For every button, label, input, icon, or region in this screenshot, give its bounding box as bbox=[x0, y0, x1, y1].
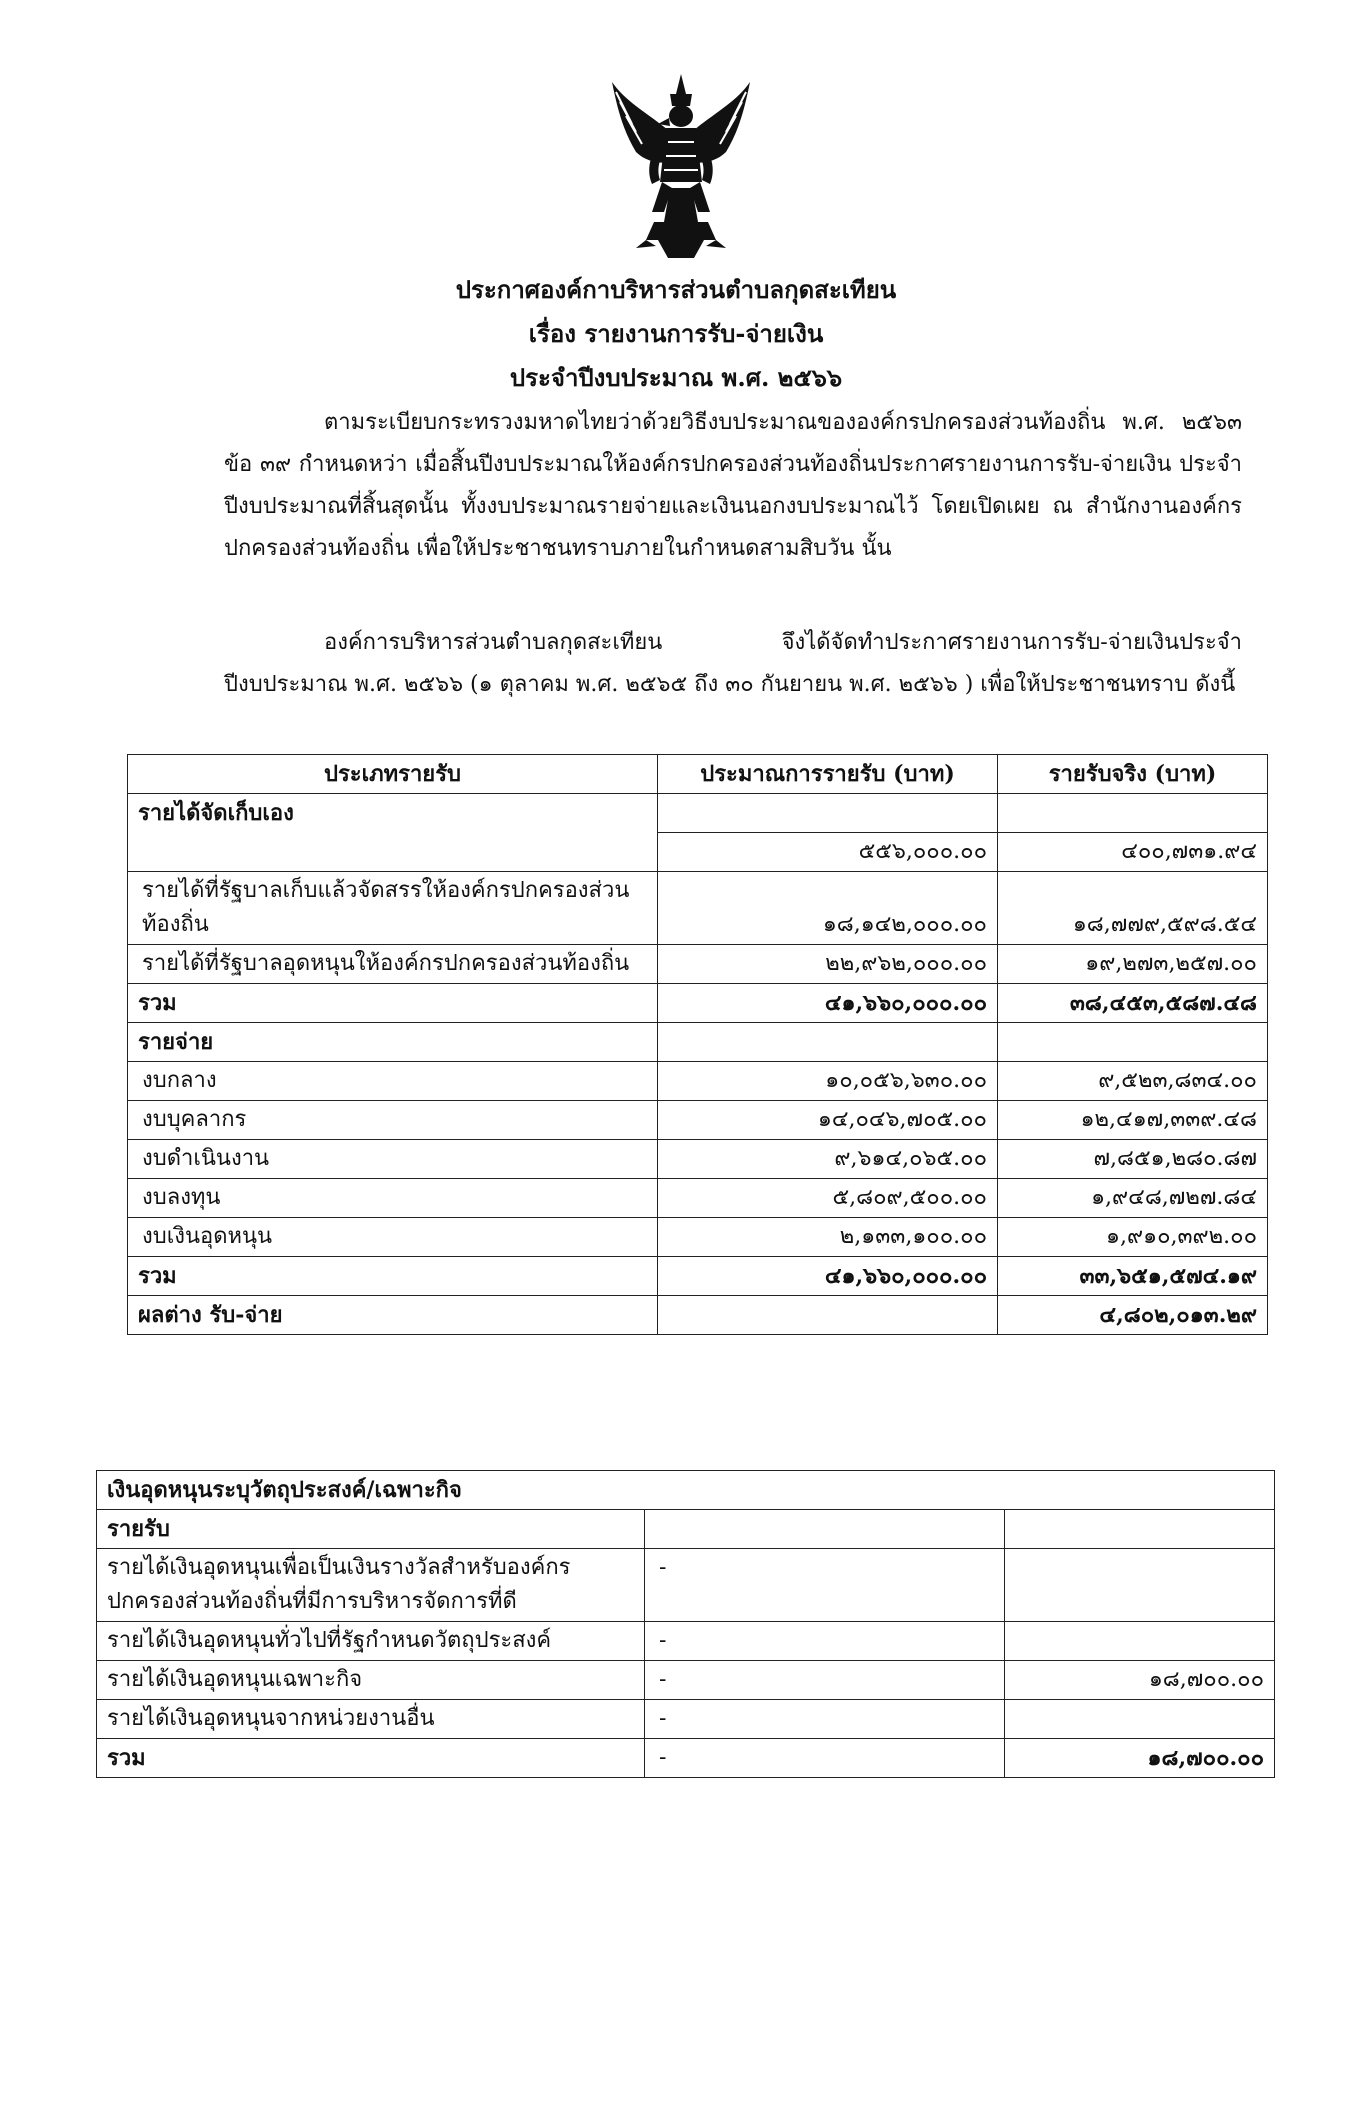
table-row bbox=[128, 944, 1268, 983]
announcement-fiscal-year: ประจำปีงบประมาณ พ.ศ. ๒๕๖๖ bbox=[509, 363, 843, 392]
row-actual: ๔,๘๐๒,๐๑๓.๒๙ bbox=[998, 1295, 1268, 1334]
body-paragraph-1-text: ตามระเบียบกระทรวงมหาดไทยว่าด้วยวิธีงบประมาณขององค์กรปกครองส่วนท้องถิ่น พ.ศ. ๒๕๖๓ ข้อ ๓๙ กำหนดหว่า เมื่อสิ้นปีงบประมาณให้องค์กรปกครองส่วนท้องถิ่นประกาศรายงานการรับ-จ่ายเงิน ประจำปีงบประมาณที่สิ้นสุดนั้น ทั้งงบประมาณรายจ่ายและเงินนอกงบประมาณไว้ โดยเปิดเผย ณ สำนักงานองค์กรปกครองส่วนท้องถิ่น เพื่อให้ประชาชนทราบภายในกำหนดสามสิบวัน นั้น bbox=[224, 410, 1242, 561]
row-estimate: - bbox=[645, 1739, 1005, 1778]
table-row bbox=[97, 1622, 1275, 1661]
row-label: รายได้เงินอุดหนุนเพื่อเป็นเงินรางวัลสำหรับองค์กรปกครองส่วนท้องถิ่นที่มีการบริหารจัดการที่ดี bbox=[97, 1549, 645, 1622]
table-row bbox=[128, 871, 1268, 944]
grants-section-label: เงินอุดหนุนระบุวัตถุประสงค์/เฉพาะกิจ bbox=[97, 1471, 1275, 1510]
grants-subsection-label: รายรับ bbox=[97, 1510, 645, 1549]
row-label: รวม bbox=[97, 1739, 645, 1778]
table-row bbox=[128, 1022, 1268, 1061]
row-actual: ๑๒,๔๑๗,๓๓๙.๔๘ bbox=[998, 1100, 1268, 1139]
row-actual: ๑๙,๒๗๓,๒๕๗.๐๐ bbox=[998, 944, 1268, 983]
section-label: รายจ่าย bbox=[128, 1022, 658, 1061]
row-actual: ๑๘,๗๐๐.๐๐ bbox=[1005, 1661, 1275, 1700]
row-estimate: ๕,๘๐๙,๕๐๐.๐๐ bbox=[658, 1178, 998, 1217]
income-expense-table bbox=[127, 754, 1268, 1335]
row-estimate: ๑๔,๐๔๖,๗๐๕.๐๐ bbox=[658, 1100, 998, 1139]
row-actual bbox=[1005, 1622, 1275, 1661]
body-paragraph-2 bbox=[224, 622, 1242, 706]
table-row bbox=[128, 794, 1268, 833]
body-paragraph-2-text: องค์การบริหารส่วนตำบลกุดสะเทียน จึงได้จัดทำประกาศรายงานการรับ-จ่ายเงินประจำปีงบประมาณ พ.ศ. ๒๕๖๖ (๑ ตุลาคม พ.ศ. ๒๕๖๕ ถึง ๓๐ กันยายน พ.ศ. ๒๕๖๖ ) เพื่อให้ประชาชนทราบ ดังนี้ bbox=[224, 630, 1242, 697]
row-actual: ๑,๙๑๐,๓๙๒.๐๐ bbox=[998, 1217, 1268, 1256]
row-estimate: ๔๑,๖๖๐,๐๐๐.๐๐ bbox=[658, 983, 998, 1022]
announcement-title: ประกาศองค์กาบริหารส่วนตำบลกุดสะเทียน bbox=[455, 275, 897, 304]
grants-table bbox=[96, 1470, 1275, 1778]
header-estimate: ประมาณการรายรับ (บาท) bbox=[658, 755, 998, 794]
row-label: งบเงินอุดหนุน bbox=[128, 1217, 658, 1256]
table-row bbox=[97, 1661, 1275, 1700]
row-actual bbox=[1005, 1700, 1275, 1739]
row-actual: ๔๐๐,๗๓๑.๙๔ bbox=[998, 832, 1268, 871]
table-row-total bbox=[128, 1256, 1268, 1295]
table-row-total bbox=[97, 1739, 1275, 1778]
row-actual: ๑๘,๗๗๙,๕๙๘.๕๔ bbox=[998, 871, 1268, 944]
row-label bbox=[128, 832, 658, 871]
row-estimate: ๒๒,๙๖๒,๐๐๐.๐๐ bbox=[658, 944, 998, 983]
row-label: รายได้เงินอุดหนุนจากหน่วยงานอื่น bbox=[97, 1700, 645, 1739]
row-estimate: - bbox=[645, 1622, 1005, 1661]
row-label: งบลงทุน bbox=[128, 1178, 658, 1217]
table-row bbox=[97, 1510, 1275, 1549]
announcement-subject: เรื่อง รายงานการรับ-จ่ายเงิน bbox=[528, 319, 824, 348]
table-row bbox=[128, 1217, 1268, 1256]
row-estimate: ๔๑,๖๖๐,๐๐๐.๐๐ bbox=[658, 1256, 998, 1295]
table-row bbox=[128, 1139, 1268, 1178]
row-label: ผลต่าง รับ-จ่าย bbox=[128, 1295, 658, 1334]
header-actual: รายรับจริง (บาท) bbox=[998, 755, 1268, 794]
row-label: รวม bbox=[128, 1256, 658, 1295]
table-row bbox=[128, 832, 1268, 871]
table-row bbox=[97, 1700, 1275, 1739]
section-label: รายได้จัดเก็บเอง bbox=[128, 794, 658, 833]
row-estimate: ๑๘,๑๔๒,๐๐๐.๐๐ bbox=[658, 871, 998, 944]
row-actual: ๗,๘๕๑,๒๘๐.๘๗ bbox=[998, 1139, 1268, 1178]
row-actual bbox=[1005, 1549, 1275, 1622]
row-actual: ๙,๕๒๓,๘๓๔.๐๐ bbox=[998, 1061, 1268, 1100]
row-estimate: ๕๕๖,๐๐๐.๐๐ bbox=[658, 832, 998, 871]
row-label: รายได้เงินอุดหนุนทั่วไปที่รัฐกำหนดวัตถุประสงค์ bbox=[97, 1622, 645, 1661]
row-estimate: - bbox=[645, 1661, 1005, 1700]
table-row bbox=[128, 1100, 1268, 1139]
row-label: งบกลาง bbox=[128, 1061, 658, 1100]
row-estimate: - bbox=[645, 1549, 1005, 1622]
table-row bbox=[128, 1061, 1268, 1100]
row-estimate: ๙,๖๑๔,๐๖๕.๐๐ bbox=[658, 1139, 998, 1178]
row-estimate: ๑๐,๐๕๖,๖๓๐.๐๐ bbox=[658, 1061, 998, 1100]
garuda-emblem bbox=[606, 72, 756, 262]
table-header-row bbox=[128, 755, 1268, 794]
table-row-difference bbox=[128, 1295, 1268, 1334]
table-row bbox=[97, 1549, 1275, 1622]
row-label: งบดำเนินงาน bbox=[128, 1139, 658, 1178]
header-income-type: ประเภทรายรับ bbox=[128, 755, 658, 794]
table-row-total bbox=[128, 983, 1268, 1022]
table-row bbox=[97, 1471, 1275, 1510]
row-label: รายได้ที่รัฐบาลเก็บแล้วจัดสรรให้องค์กรปกครองส่วนท้องถิ่น bbox=[128, 871, 658, 944]
row-actual: ๑๘,๗๐๐.๐๐ bbox=[1005, 1739, 1275, 1778]
row-estimate: ๒,๑๓๓,๑๐๐.๐๐ bbox=[658, 1217, 998, 1256]
row-actual: ๓๘,๔๕๓,๕๘๗.๔๘ bbox=[998, 983, 1268, 1022]
row-actual: ๓๓,๖๕๑,๕๗๔.๑๙ bbox=[998, 1256, 1268, 1295]
body-paragraph-1 bbox=[224, 402, 1242, 570]
row-actual: ๑,๙๔๘,๗๒๗.๘๔ bbox=[998, 1178, 1268, 1217]
row-label: งบบุคลากร bbox=[128, 1100, 658, 1139]
row-estimate: - bbox=[645, 1700, 1005, 1739]
row-label: รายได้เงินอุดหนุนเฉพาะกิจ bbox=[97, 1661, 645, 1700]
table-row bbox=[128, 1178, 1268, 1217]
row-label: รายได้ที่รัฐบาลอุดหนุนให้องค์กรปกครองส่วนท้องถิ่น bbox=[128, 944, 658, 983]
row-label: รวม bbox=[128, 983, 658, 1022]
announcement-title-block bbox=[0, 268, 1352, 400]
